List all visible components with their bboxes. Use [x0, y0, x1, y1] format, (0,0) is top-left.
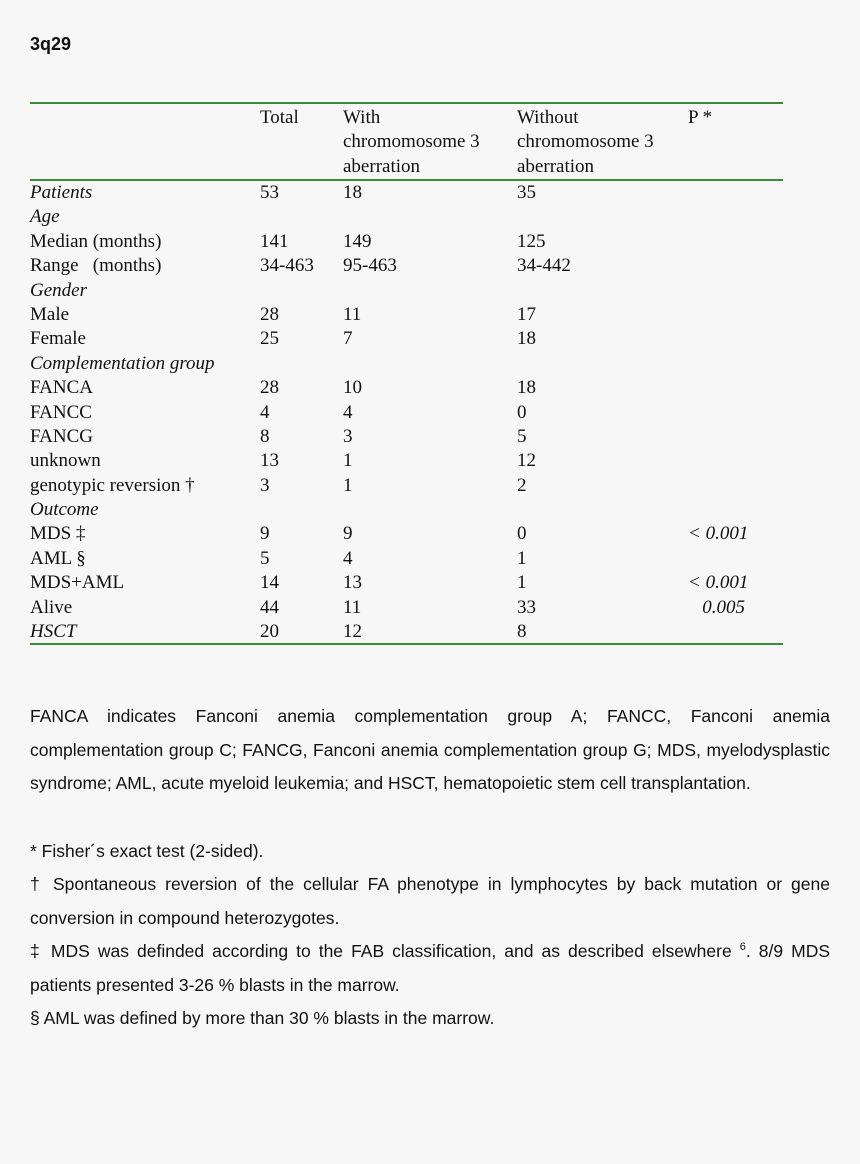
table-row [30, 181, 783, 205]
cell-total: 141 [260, 230, 289, 252]
abbreviations-note: FANCA indicates Fanconi anemia complementation group A; FANCC, Fanconi anemia complementation group C; FANCG, Fanconi anemia complementation group G; MDS, myelodysplastic syndrome; AML, acute myeloid leukemia; and HSCT, hematopoietic stem cell transplantation. [30, 706, 830, 793]
row-label: Complementation group [30, 352, 215, 374]
row-label: Patients [30, 182, 93, 203]
cell-total: 20 [260, 621, 279, 643]
cell-total: 5 [260, 547, 270, 569]
table-row [30, 352, 783, 376]
cell-without: 17 [517, 303, 536, 325]
cell-without: 34-442 [517, 255, 571, 277]
cell-with: 10 [343, 377, 362, 399]
cell-total: 28 [260, 303, 279, 325]
cell-with: 95-463 [343, 255, 397, 277]
header-without-line: aberration [517, 155, 595, 177]
header-without-line: chromomosome 3 [517, 131, 654, 153]
row-label: MDS+AML [30, 572, 125, 594]
cell-with: 7 [343, 328, 353, 350]
header-with-line: chromomosome 3 [343, 131, 480, 153]
table-row [30, 376, 783, 400]
table-row [30, 571, 783, 595]
table-row [30, 205, 783, 229]
cell-p-value: 0.005 [688, 596, 745, 618]
header-without [517, 106, 654, 179]
cell-total: 3 [260, 474, 270, 496]
cell-total: 4 [260, 401, 270, 423]
table-row [30, 425, 783, 449]
row-label: genotypic reversion † [30, 474, 195, 496]
row-label: FANCG [30, 425, 93, 447]
row-label: Alive [30, 596, 73, 618]
row-label: FANCA [30, 377, 93, 399]
cell-without: 0 [517, 523, 527, 545]
cell-total: 44 [260, 596, 279, 618]
cell-with: 18 [343, 182, 362, 203]
cell-p-value: < 0.001 [688, 572, 749, 594]
cell-total: 13 [260, 450, 279, 472]
row-label: MDS ‡ [30, 523, 86, 545]
table-row [30, 522, 783, 546]
row-label: Age [30, 206, 60, 228]
cell-without: 33 [517, 596, 536, 618]
row-label: Gender [30, 279, 87, 301]
row-label: Median (months) [30, 230, 162, 252]
table-row [30, 254, 783, 278]
table-row [30, 401, 783, 425]
cell-without: 125 [517, 230, 546, 252]
reference-superscript: 6 [739, 941, 746, 954]
cell-with: 11 [343, 596, 362, 618]
table-row [30, 327, 783, 351]
cell-p-value: < 0.001 [688, 523, 749, 545]
table-row [30, 547, 783, 571]
header-p-value: P * [688, 107, 713, 128]
cell-with: 1 [343, 474, 353, 496]
footnote-dagger: † Spontaneous reversion of the cellular FA phenotype in lymphocytes by back mutation or gene conversion in compound heterozygotes. [30, 874, 830, 928]
footnote-double-dagger-text-end: . 8/9 MDS patients presented 3-26 % blasts in the marrow. [30, 941, 830, 995]
header-with [343, 106, 480, 179]
cell-with: 9 [343, 523, 353, 545]
cell-total: 34-463 [260, 255, 314, 277]
cell-total: 53 [260, 182, 279, 203]
cell-total: 14 [260, 572, 279, 594]
table-row [30, 303, 783, 327]
table-row [30, 230, 783, 254]
table-row [30, 596, 783, 620]
cell-with: 3 [343, 425, 353, 447]
footnote-section: § AML was defined by more than 30 % blasts in the marrow. [30, 1008, 495, 1028]
table-top-rule [30, 102, 783, 104]
cell-with: 13 [343, 572, 362, 594]
header-without-line: Without [517, 107, 579, 128]
header-with-line: With [343, 107, 381, 128]
table-body [30, 181, 783, 644]
cell-without: 1 [517, 547, 527, 569]
row-label: AML § [30, 547, 86, 569]
table-row [30, 279, 783, 303]
cell-with: 1 [343, 450, 353, 472]
table-row [30, 474, 783, 498]
cell-with: 4 [343, 401, 353, 423]
table-notes [30, 700, 830, 1036]
cell-with: 11 [343, 303, 362, 325]
row-label: Range (months) [30, 255, 162, 277]
cell-without: 35 [517, 182, 536, 203]
table-row [30, 620, 783, 644]
row-label: FANCC [30, 401, 92, 423]
cell-without: 2 [517, 474, 527, 496]
page-heading: 3q29 [30, 34, 72, 54]
cell-total: 8 [260, 425, 270, 447]
cell-without: 18 [517, 328, 536, 350]
table-row [30, 449, 783, 473]
cell-with: 149 [343, 230, 372, 252]
cell-total: 25 [260, 328, 279, 350]
row-label: Female [30, 328, 86, 350]
cell-without: 18 [517, 377, 536, 399]
header-with-line: aberration [343, 155, 421, 177]
row-label: Male [30, 303, 70, 325]
cell-without: 12 [517, 450, 536, 472]
row-label: HSCT [30, 621, 77, 643]
row-label: unknown [30, 450, 101, 472]
footnote-star: * Fisher´s exact test (2-sided). [30, 840, 264, 861]
cell-without: 1 [517, 572, 527, 594]
cell-with: 12 [343, 621, 362, 643]
cell-without: 5 [517, 425, 527, 447]
cell-total: 9 [260, 523, 270, 545]
cell-total: 28 [260, 377, 279, 399]
cell-without: 0 [517, 401, 527, 423]
footnote-double-dagger [30, 935, 830, 1002]
row-label: Outcome [30, 499, 99, 521]
cell-with: 4 [343, 547, 353, 569]
footnote-double-dagger-text: ‡ MDS was definded according to the FAB classification, and as described elsewhere [30, 941, 740, 961]
table-row [30, 498, 783, 522]
header-total: Total [260, 107, 299, 128]
cell-without: 8 [517, 621, 527, 643]
